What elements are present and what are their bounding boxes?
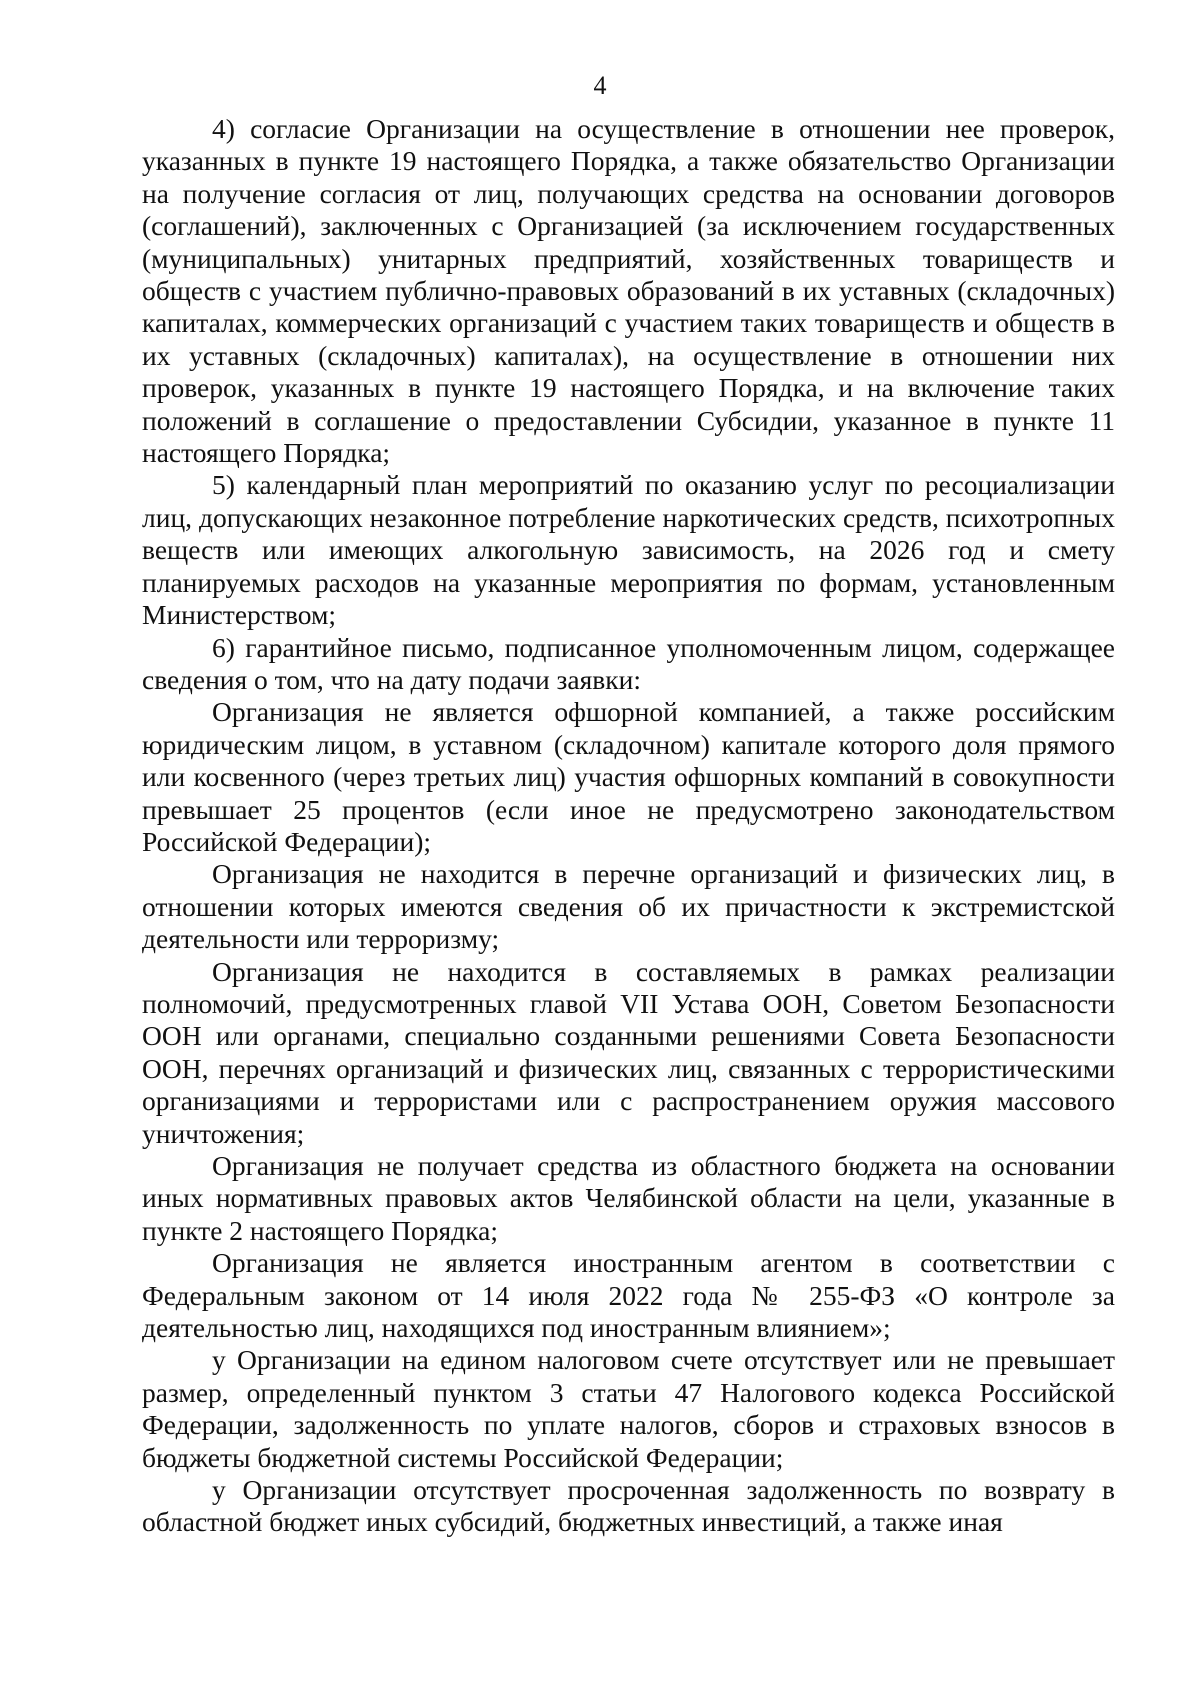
paragraph-extremism-list-condition: Организация не находится в перечне организаций и физических лиц, в отношении которых имеются сведения об их причастности к экстремистской деятельности или терроризму; [142,858,1115,955]
paragraph-item-4-consent: 4) согласие Организации на осуществление в отношении нее проверок, указанных в пункте 19 настоящего Порядка, а также обязательство Организации на получение согласия от лиц, получающих средства на основании договоров (соглашений), заключенных с Организацией (за исключением государственных (муниципальных) унитарных предприятий, хозяйственных товариществ и обществ с участием публично-правовых образований в их уставных (складочных) капиталах, коммерческих организаций с участием таких товариществ и обществ в их уставных (складочных) капиталах), на осуществление в отношении них проверок, указанных в пункте 19 настоящего Порядка, и на включение таких положений в соглашение о предоставлении Субсидии, указанное в пункте 11 настоящего Порядка; [142,113,1115,469]
paragraph-overdue-debt-condition: у Организации отсутствует просроченная задолженность по возврату в областной бюджет иных субсидий, бюджетных инвестиций, а также иная [142,1474,1115,1538]
paragraph-item-6-guarantee-letter: 6) гарантийное письмо, подписанное уполномоченным лицом, содержащее сведения о том, что на дату подачи заявки: [142,631,1115,695]
paragraph-offshore-condition: Организация не является офшорной компанией, а также российским юридическим лицом, в уставном (складочном) капитале которого доля прямого или косвенного (через третьих лиц) участия офшорных компаний в совокупности превышает 25 процентов (если иное не предусмотрено законодательством Российской Федерации); [142,696,1115,857]
paragraph-budget-funds-condition: Организация не получает средства из областного бюджета на основании иных нормативных правовых актов Челябинской области на цели, указанные в пункте 2 настоящего Порядка; [142,1150,1115,1246]
document-body [142,113,1115,1539]
paragraph-un-lists-condition: Организация не находится в составляемых в рамках реализации полномочий, предусмотренных главой VII Устава ООН, Советом Безопасности ООН или органами, специально созданными решениями Совета Безопасности ООН, перечнях организаций и физических лиц, связанных с террористическими организациями и террористами или с распространением оружия массового уничтожения; [142,955,1115,1149]
paragraph-foreign-agent-condition: Организация не является иностранным агентом в соответствии с Федеральным законом от 14 июля 2022 года № 255-ФЗ «О контроле за деятельностью лиц, находящихся под иностранным влиянием»; [142,1247,1115,1344]
page-number: 4 [593,71,607,100]
paragraph-tax-debt-condition: у Организации на едином налоговом счете отсутствует или не превышает размер, определенный пунктом 3 статьи 47 Налогового кодекса Российской Федерации, задолженность по уплате налогов, сборов и страховых взносов в бюджеты бюджетной системы Российской Федерации; [142,1344,1115,1473]
paragraph-item-5-calendar-plan: 5) календарный план мероприятий по оказанию услуг по ресоциализации лиц, допускающих незаконное потребление наркотических средств, психотропных веществ или имеющих алкогольную зависимость, на 2026 год и смету планируемых расходов на указанные мероприятия по формам, установленным Министерством; [142,469,1115,631]
